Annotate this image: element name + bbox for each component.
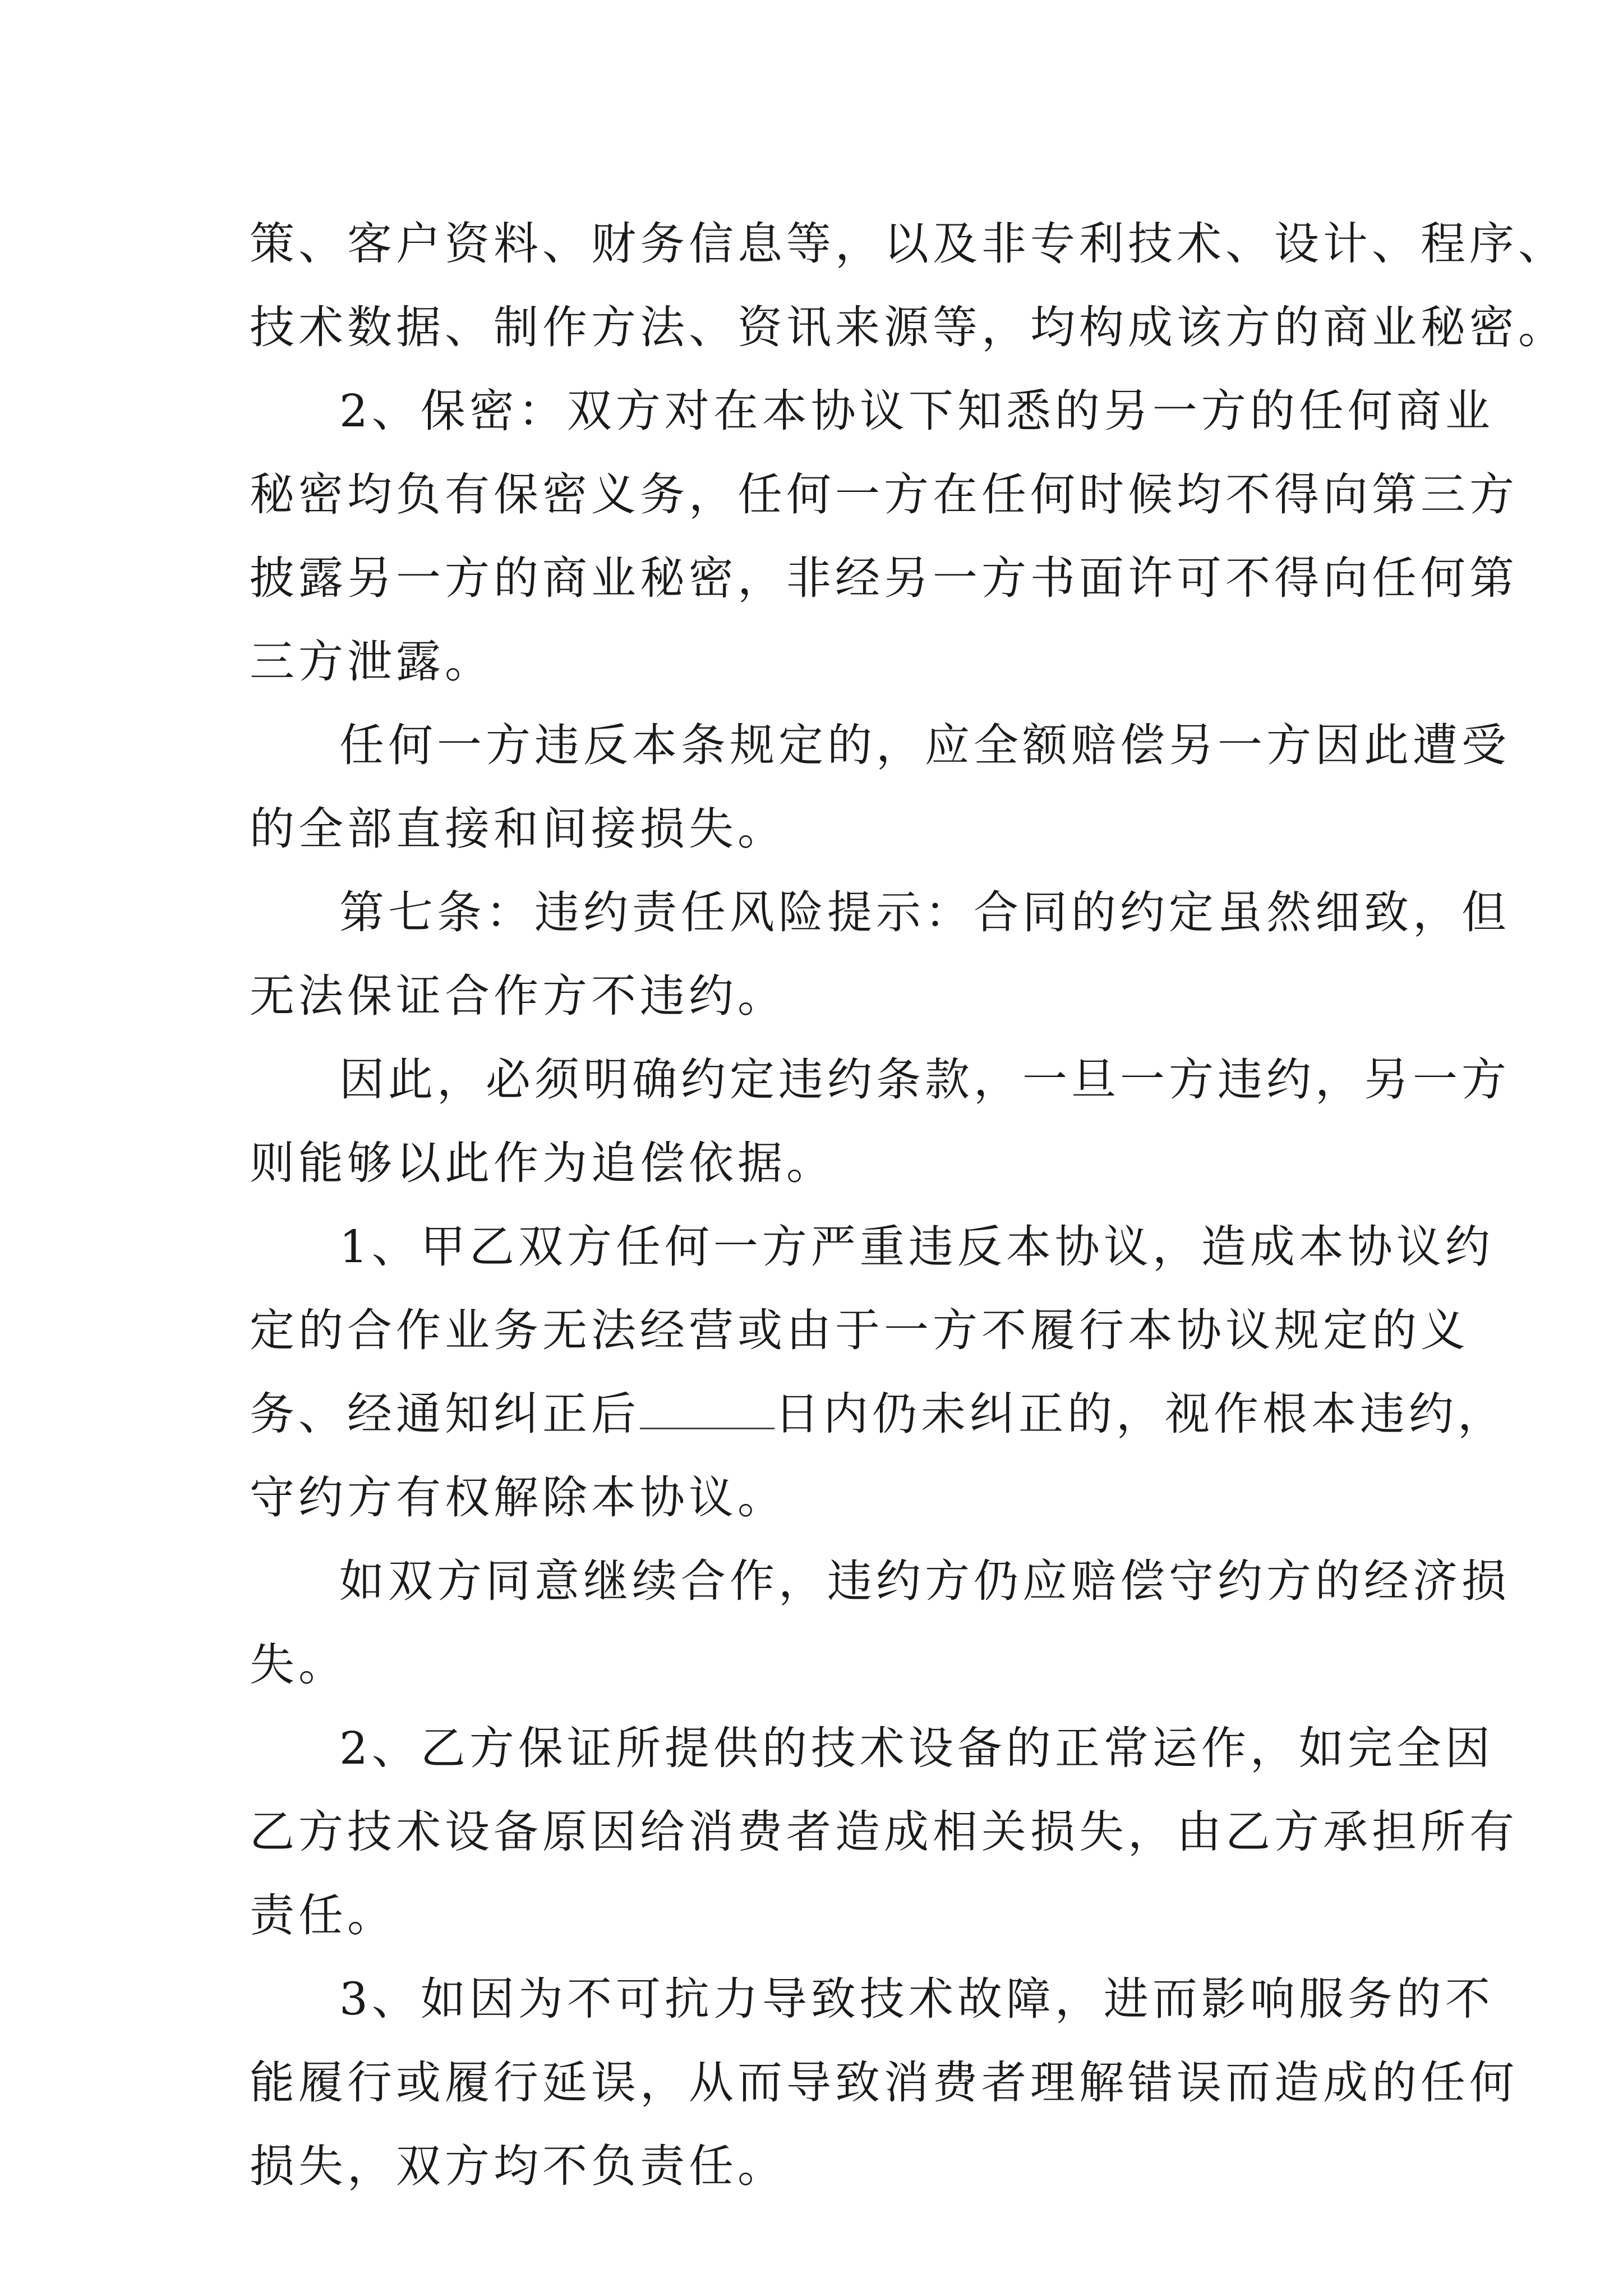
text-line: 定的合作业务无法经营或由于一方不履行本协议规定的义 <box>250 1304 1469 1356</box>
text-line-with-blank <box>250 1372 1506 1456</box>
text-line: 三方泄露。 <box>250 636 494 688</box>
paragraph-article-seven <box>250 871 1510 1038</box>
text-line: 如双方同意继续合作，违约方仍应赔偿守约方的经济损 <box>339 1555 1510 1607</box>
text-line: 乙方技术设备原因给消费者造成相关损失，由乙方承担所有 <box>250 1806 1518 1858</box>
paragraph-confidentiality <box>250 369 1518 703</box>
paragraph-item-1 <box>250 1205 1506 1539</box>
text-line: 技术数据、制作方法、资讯来源等，均构成该方的商业秘密。 <box>250 301 1567 353</box>
paragraph-continue-cooperation <box>250 1539 1510 1706</box>
paragraph-item-2 <box>250 1706 1518 1957</box>
text-line: 1、甲乙双方任何一方严重违反本协议，造成本协议约 <box>339 1221 1494 1273</box>
text-line: 2、保密：双方对在本协议下知悉的另一方的任何商业 <box>339 385 1494 437</box>
text-line: 责任。 <box>250 1889 396 1941</box>
text-line: 策、客户资料、财务信息等，以及非专利技术、设计、程序、 <box>250 218 1567 270</box>
text-line: 披露另一方的商业秘密，非经另一方书面许可不得向任何第 <box>250 552 1518 604</box>
paragraph-breach-clause <box>250 1038 1510 1205</box>
text-line: 守约方有权解除本协议。 <box>250 1471 786 1524</box>
paragraph-compensation <box>250 703 1510 871</box>
fill-in-blank <box>640 1392 774 1429</box>
text-line: 第七条：违约责任风险提示：合同的约定虽然细致，但 <box>339 886 1510 938</box>
text-line: 损失，双方均不负责任。 <box>250 2140 786 2192</box>
text-line: 则能够以此作为追偿依据。 <box>250 1137 835 1189</box>
text-line: 秘密均负有保密义务，任何一方在任何时候均不得向第三方 <box>250 468 1518 521</box>
text-line: 的全部直接和间接损失。 <box>250 803 786 855</box>
text-line: 2、乙方保证所提供的技术设备的正常运作，如完全因 <box>339 1722 1494 1774</box>
text-segment: 日内仍未纠正的，视作根本违约， <box>774 1388 1506 1440</box>
paragraph-trade-secret-definition <box>250 202 1567 369</box>
text-line: 任何一方违反本条规定的，应全额赔偿另一方因此遭受 <box>339 719 1510 771</box>
text-line: 无法保证合作方不违约。 <box>250 970 786 1022</box>
text-line: 3、如因为不可抗力导致技术故障，进而影响服务的不 <box>339 1973 1494 2025</box>
text-line: 失。 <box>250 1639 347 1691</box>
text-segment: 务、经通知纠正后 <box>250 1388 640 1440</box>
paragraph-item-3 <box>250 1957 1518 2208</box>
text-line: 因此，必须明确约定违约条款，一旦一方违约，另一方 <box>339 1053 1510 1106</box>
document-body <box>250 202 1567 2208</box>
text-line: 能履行或履行延误，从而导致消费者理解错误而造成的任何 <box>250 2056 1518 2109</box>
